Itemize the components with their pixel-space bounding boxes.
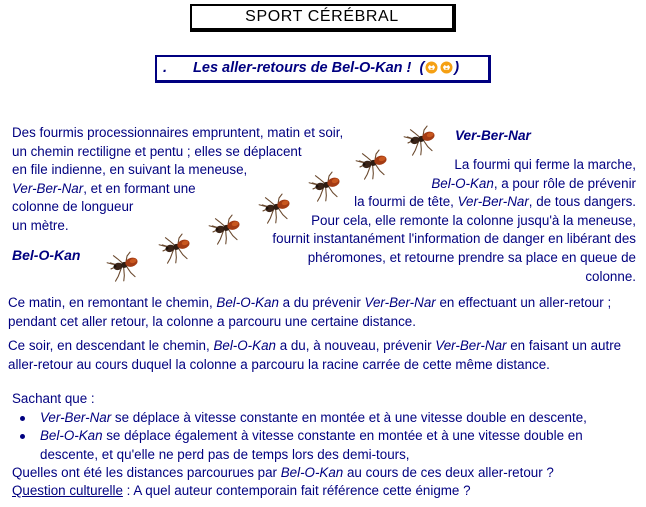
soir-part-b: a du, à nouveau, prévenir: [275, 338, 436, 353]
matin-part-b: a du prévenir: [278, 295, 365, 310]
left-line-3: en file indienne, en suivant la meneuse,: [12, 162, 248, 178]
subtitle-lead-dot: .: [163, 60, 168, 76]
matin-part-c: en effectuant un aller-retour ; pendant cet aller retour, la colonne a parcouru une certaine distance.: [8, 295, 612, 329]
right-line-2-rest: , a pour rôle de prévenir: [493, 175, 636, 191]
cultural-question: [12, 482, 640, 501]
subtitle-text: Les aller-retours de Bel-O-Kan !: [193, 60, 412, 76]
orange-hexagon-flower-icon: [425, 61, 438, 74]
condition-item: [12, 409, 640, 428]
cultural-question-label: Question culturelle: [12, 483, 123, 498]
subtitle-paren-close: ): [454, 60, 460, 76]
label-bel-o-kan: Bel-O-Kan: [12, 247, 81, 263]
title-banner: [190, 4, 456, 32]
left-line-4-rest: , et en formant une: [83, 180, 196, 196]
bullet-icon: [20, 416, 25, 421]
condition-ant-name: Ver-Ber-Nar: [40, 409, 112, 425]
soir-name-2: Ver-Ber-Nar: [435, 338, 507, 353]
left-line-2: un chemin rectiligne et pentu ; elles se déplacent: [12, 143, 302, 159]
right-line-1: La fourmi qui ferme la marche,: [454, 157, 636, 172]
main-question: [12, 464, 640, 483]
label-ver-ber-nar: Ver-Ber-Nar: [455, 128, 531, 143]
bullet-icon: [20, 434, 25, 439]
left-line-6: un mètre.: [12, 217, 69, 233]
soir-part-c: en faisant un autre aller-retour au cours duquel la colonne a parcouru la racine carrée de cette même distance.: [8, 338, 622, 372]
cultural-question-text: : A quel auteur contemporain fait référence cette énigme ?: [122, 483, 471, 498]
left-line-1: Des fourmis processionnaires empruntent, matin et soir,: [12, 125, 344, 140]
right-line-3-name: Ver-Ber-Nar: [457, 194, 529, 210]
right-description-paragraph: [268, 156, 636, 286]
matin-part-a: Ce matin, en remontant le chemin,: [8, 295, 217, 310]
condition-item: [12, 427, 640, 464]
ant-icon: [100, 247, 151, 288]
paragraph-matin: [8, 294, 640, 331]
conditions-block: [12, 390, 640, 483]
right-line-2-name: Bel-O-Kan: [431, 175, 494, 191]
left-line-4-name: Ver-Ber-Nar: [12, 180, 84, 196]
title-banner-container: [0, 4, 646, 32]
conditions-list: [12, 409, 640, 465]
right-line-3-b: , de tous dangers.: [528, 194, 636, 210]
right-line-4: Pour cela, elle remonte la colonne jusqu'à la meneuse,: [311, 212, 636, 228]
right-line-5: fournit instantanément l'information de danger en libérant des: [272, 231, 636, 247]
matin-name-1: Bel-O-Kan: [216, 295, 279, 310]
page-title: SPORT CÉRÉBRAL: [245, 8, 399, 25]
matin-name-2: Ver-Ber-Nar: [364, 295, 436, 310]
soir-name-1: Bel-O-Kan: [213, 338, 276, 353]
question-part-a: Quelles ont été les distances parcourues par: [12, 465, 281, 481]
condition-text: se déplace à vitesse constante en montée et à une vitesse double en descente,: [111, 409, 587, 425]
subtitle-banner-container: [0, 55, 646, 83]
condition-ant-name: Bel-O-Kan: [40, 428, 103, 444]
condition-text: se déplace également à vitesse constante en montée et à une vitesse double en descente, et qu'elle ne perd pas de temps lors des demi-tours,: [40, 428, 583, 462]
soir-part-a: Ce soir, en descendant le chemin,: [8, 338, 214, 353]
right-line-3-a: la fourmi de tête,: [354, 194, 458, 210]
subtitle-banner: [155, 55, 491, 83]
right-line-6: phéromones, et retourne prendre sa place en queue de colonne.: [307, 249, 636, 284]
question-part-b: au cours de ces deux aller-retour ?: [343, 465, 554, 481]
conditions-intro: Sachant que :: [12, 391, 95, 406]
orange-hexagon-flower-icon: [440, 61, 453, 74]
subtitle-paren-open: (: [419, 60, 425, 76]
left-line-5: colonne de longueur: [12, 199, 134, 215]
paragraph-soir: [8, 337, 642, 374]
question-name: Bel-O-Kan: [280, 465, 344, 481]
